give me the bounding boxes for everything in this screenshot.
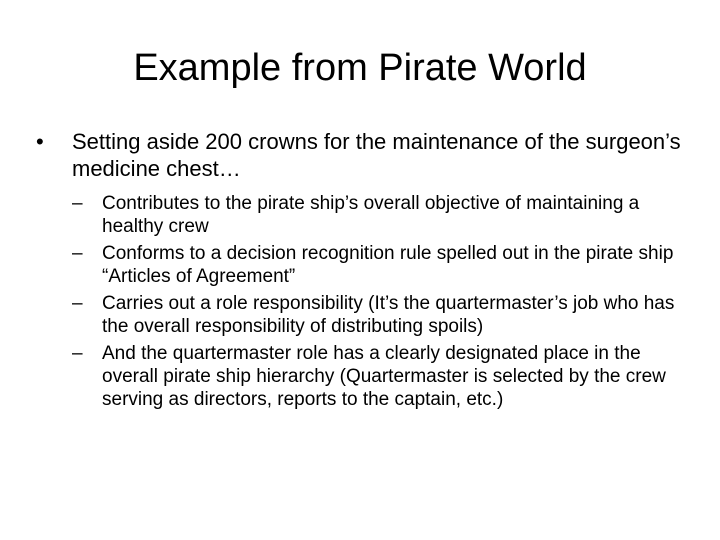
bullet-marker: • — [36, 129, 44, 154]
sub-bullet-text: And the quartermaster role has a clearly designated place in the overall pirate ship hierarchy (Quartermaster is selected by the crew serving as directors, reports to the captain, etc.) — [102, 343, 666, 410]
bullet-item — [36, 128, 686, 411]
sub-bullet-text: Carries out a role responsibility (It’s the quartermaster’s job who has the overall responsibility of distributing spoils) — [102, 293, 675, 337]
bullet-text: Setting aside 200 crowns for the maintenance of the surgeon’s medicine chest… — [72, 129, 681, 181]
sub-bullet-marker: – — [72, 343, 83, 364]
sub-bullet-item — [72, 192, 686, 238]
sub-bullet-marker: – — [72, 243, 83, 264]
sub-bullet-marker: – — [72, 293, 83, 314]
sub-bullet-item — [72, 292, 686, 338]
sub-bullet-item — [72, 242, 686, 288]
sub-bullet-list — [72, 192, 686, 411]
slide-title: Example from Pirate World — [133, 47, 587, 89]
sub-bullet-marker: – — [72, 193, 83, 214]
bullet-list — [36, 128, 686, 415]
sub-bullet-text: Contributes to the pirate ship’s overall objective of maintaining a healthy crew — [102, 193, 640, 237]
sub-bullet-item — [72, 342, 686, 411]
sub-bullet-text: Conforms to a decision recognition rule spelled out in the pirate ship “Articles of Agreement” — [102, 243, 674, 287]
